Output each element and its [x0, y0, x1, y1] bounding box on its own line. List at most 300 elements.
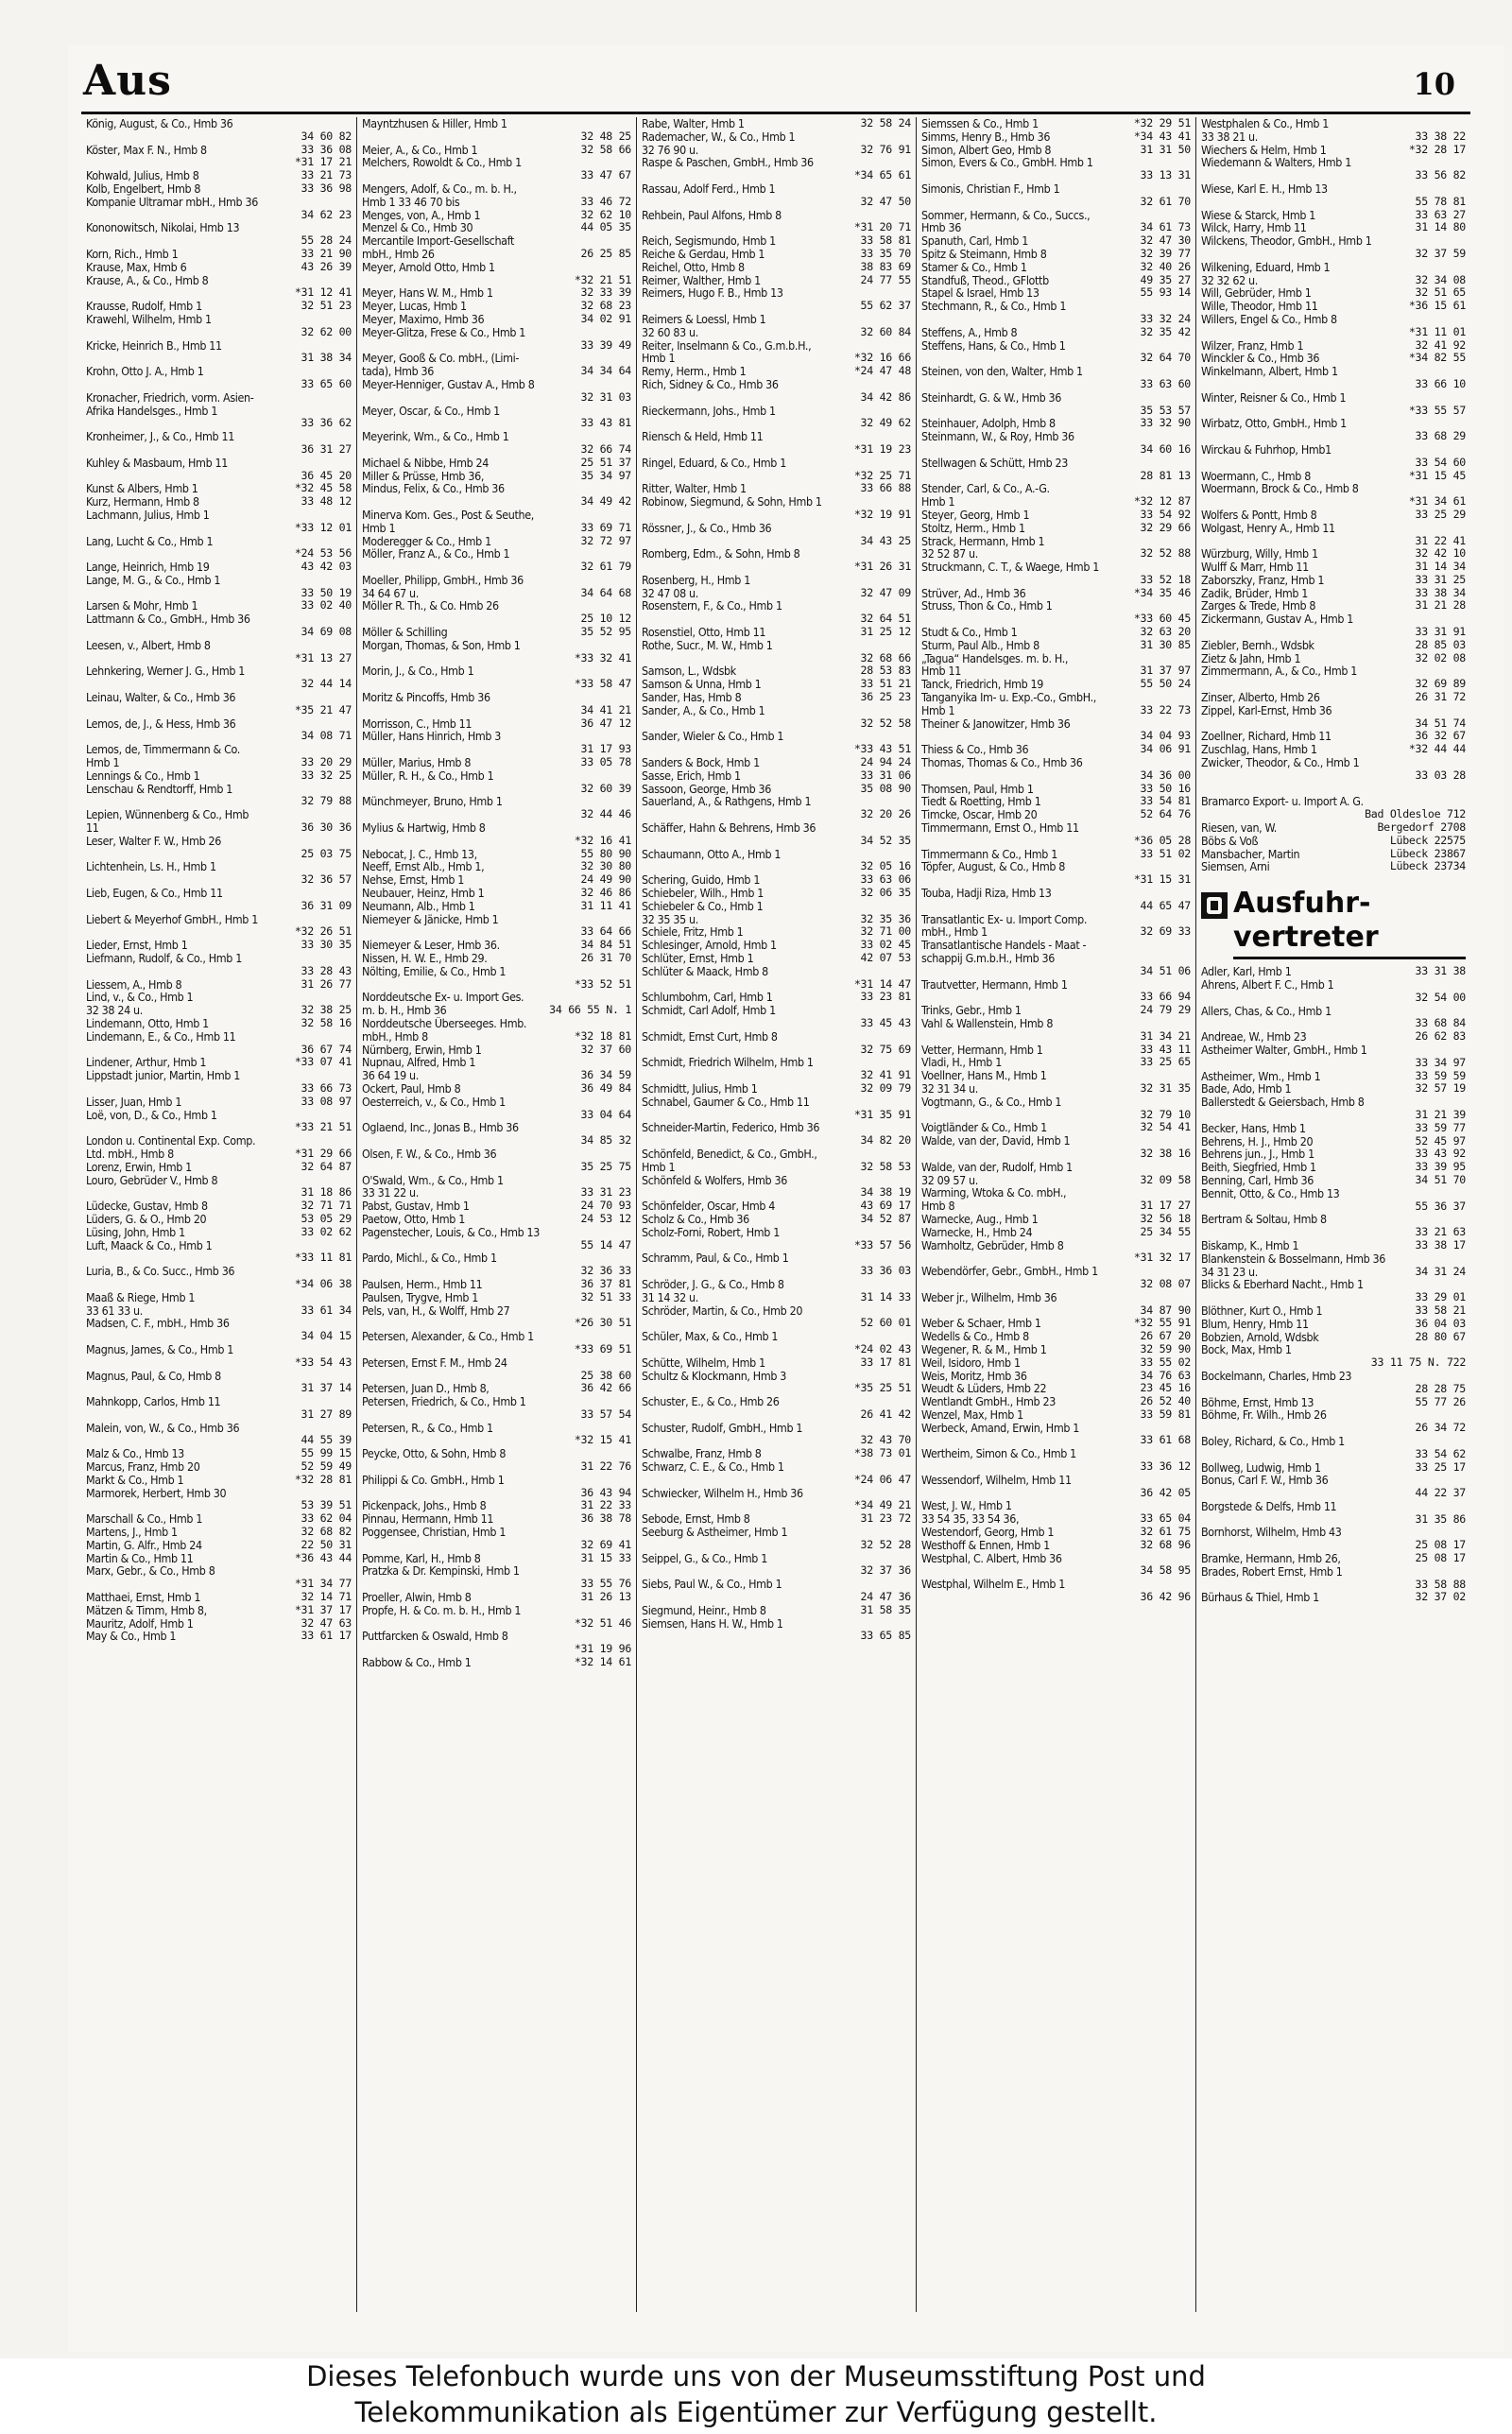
- entry-name: [1201, 1356, 1204, 1370]
- entry-name: Töpfer, August, & Co., Hmb 8: [921, 860, 1066, 874]
- phone-number: 32 51 23: [301, 300, 352, 313]
- entry-name: Schnabel, Gaumer & Co., Hmb 11: [642, 1095, 810, 1109]
- entry-name: Rabe, Walter, Hmb 1: [642, 117, 745, 130]
- directory-entry: [642, 1499, 911, 1512]
- entry-name: Melchers, Rowoldt & Co., Hmb 1: [362, 156, 522, 170]
- entry-name: [642, 1474, 644, 1487]
- directory-entry: [921, 1056, 1191, 1069]
- directory-entry: [921, 1200, 1191, 1213]
- directory-entry: [362, 1317, 631, 1330]
- entry-name: Thiess & Co., Hmb 36: [921, 743, 1029, 757]
- directory-entry: [362, 391, 631, 405]
- entry-name: [921, 313, 924, 326]
- directory-entry: [1201, 522, 1466, 535]
- directory-entry: [921, 965, 1191, 978]
- directory-entry: [86, 769, 352, 783]
- directory-entry: [86, 482, 352, 495]
- entry-name: Pinnau, Hermann, Hmb 11: [362, 1512, 494, 1527]
- entry-name: Woermann, C., Hmb 8: [1201, 469, 1311, 483]
- directory-entry: [1201, 417, 1466, 430]
- entry-name: Zietz & Jahn, Hmb 1: [1201, 651, 1301, 665]
- entry-name: [86, 547, 89, 561]
- directory-entry: [921, 274, 1191, 287]
- directory-entry: [1201, 535, 1466, 548]
- entry-name: Möller, Franz A., & Co., Hmb 1: [362, 547, 510, 561]
- phone-number: 32 14 71: [301, 1591, 352, 1604]
- directory-entry: [86, 691, 352, 704]
- phone-number: 35 52 95: [580, 626, 631, 639]
- entry-name: Steffens, A., Hmb 8: [921, 325, 1018, 339]
- phone-number: 32 09 79: [860, 1081, 911, 1095]
- entry-name: Westphalen & Co., Hmb 1: [1201, 117, 1330, 130]
- entry-name: 36 64 19 u.: [362, 1069, 419, 1082]
- directory-entry: [362, 1330, 631, 1343]
- phone-number: *32 55 91: [1133, 1317, 1191, 1330]
- directory-entry: [1201, 1343, 1466, 1356]
- directory-entry: [921, 939, 1191, 952]
- phone-number: 33 62 04: [301, 1512, 352, 1526]
- entry-name: Mercantile Import-Gesellschaft: [362, 234, 515, 248]
- entry-name: Luria, B., & Co. Succ., Hmb 36: [86, 1265, 235, 1278]
- phone-number: Lübeck 22575: [1389, 834, 1466, 847]
- entry-name: [921, 470, 924, 483]
- phone-number: 34 69 08: [301, 626, 352, 639]
- entry-name: Bollweg, Ludwig, Hmb 1: [1201, 1460, 1321, 1475]
- phone-number: 32 35 42: [1140, 325, 1191, 338]
- directory-entry: [921, 326, 1191, 339]
- directory-entry: [362, 234, 631, 248]
- entry-name: Mauritz, Adolf, Hmb 1: [86, 1616, 194, 1631]
- directory-entry: [1201, 313, 1466, 326]
- directory-entry: [642, 365, 911, 378]
- directory-entry: [642, 795, 911, 808]
- phone-number: 32 54 00: [1415, 991, 1466, 1004]
- directory-entry: [362, 1487, 631, 1500]
- directory-entry: [642, 769, 911, 783]
- phone-number: 26 34 72: [1415, 1422, 1466, 1435]
- phone-number: 43 42 03: [301, 561, 352, 574]
- directory-entry: [362, 691, 631, 704]
- entry-name: [642, 1408, 644, 1422]
- directory-entry: [921, 626, 1191, 639]
- directory-entry: [362, 1004, 631, 1017]
- entry-name: [642, 1317, 644, 1330]
- entry-name: Lange, M. G., & Co., Hmb 1: [86, 573, 221, 587]
- directory-entry: [362, 1226, 631, 1239]
- phone-number: 36 42 05: [1140, 1486, 1191, 1499]
- phone-number: *36 05 28: [1133, 834, 1191, 847]
- directory-entry: [1201, 274, 1466, 287]
- entry-name: [362, 1343, 365, 1356]
- directory-entry: [86, 274, 352, 287]
- phone-number: 35 53 57: [1140, 404, 1191, 417]
- directory-entry: [921, 221, 1191, 234]
- phone-number: 34 06 91: [1140, 743, 1191, 756]
- phone-number: 32 63 20: [1140, 626, 1191, 639]
- directory-entry: [86, 1252, 352, 1265]
- entry-name: Louro, Gebrüder V., Hmb 8: [86, 1173, 218, 1187]
- entry-name: [362, 704, 365, 717]
- phone-number: 34 61 73: [1140, 221, 1191, 234]
- directory-entry: [642, 1447, 911, 1460]
- entry-name: Blankenstein & Bosselmann, Hmb 36: [1201, 1252, 1385, 1266]
- directory-entry: [642, 848, 911, 861]
- entry-name: [921, 1278, 924, 1291]
- entry-name: [1201, 1226, 1204, 1239]
- directory-entry: [86, 196, 352, 209]
- directory-entry: [921, 795, 1191, 808]
- directory-entry: [921, 1434, 1191, 1447]
- directory-entry: [642, 1030, 911, 1044]
- directory-entry: [362, 678, 631, 691]
- entry-name: Weber jr., Wilhelm, Hmb 36: [921, 1290, 1057, 1304]
- entry-name: [362, 1370, 365, 1383]
- directory-entry: [86, 1069, 352, 1082]
- entry-name: [362, 1317, 365, 1330]
- phone-number: 33 25 65: [1140, 1056, 1191, 1069]
- directory-entry: [362, 1474, 631, 1487]
- directory-entry: [642, 717, 911, 731]
- directory-entry: [642, 613, 911, 626]
- entry-name: [362, 743, 365, 756]
- phone-number: 33 02 45: [860, 939, 911, 952]
- directory-entry: [921, 769, 1191, 783]
- phone-number: 31 17 27: [1140, 1200, 1191, 1213]
- directory-entry: [1201, 1291, 1466, 1304]
- entry-name: Simms, Henry B., Hmb 36: [921, 129, 1051, 144]
- directory-entry: [86, 1474, 352, 1487]
- entry-name: [1201, 457, 1204, 470]
- directory-entry: [362, 130, 631, 144]
- entry-name: Kohwald, Julius, Hmb 8: [86, 169, 199, 182]
- phone-number: 32 37 02: [1415, 1591, 1466, 1604]
- directory-entry: [86, 339, 352, 353]
- directory-entry: [1201, 965, 1466, 978]
- directory-entry: [642, 1044, 911, 1057]
- entry-name: [1201, 405, 1204, 418]
- entry-name: [86, 873, 89, 887]
- phone-number: 33 50 16: [1140, 782, 1191, 795]
- entry-name: Westphal, Wilhelm E., Hmb 1: [921, 1578, 1066, 1592]
- phone-number: 33 39 49: [580, 338, 631, 352]
- directory-entry: [86, 1044, 352, 1057]
- phone-number: *32 25 71: [853, 469, 911, 482]
- directory-entry: [1201, 221, 1466, 234]
- entry-name: Wentlandt GmbH., Hmb 23: [921, 1395, 1056, 1408]
- entry-name: Lange, Heinrich, Hmb 19: [86, 561, 210, 574]
- phone-number: 34 41 21: [580, 703, 631, 716]
- directory-entry: [362, 482, 631, 495]
- directory-entry: [921, 130, 1191, 144]
- phone-number: *33 58 47: [574, 678, 631, 691]
- entry-name: Malz & Co., Hmb 13: [86, 1447, 184, 1461]
- phone-number: 34 82 20: [860, 1134, 911, 1148]
- entry-name: [921, 1591, 924, 1604]
- directory-entry: [362, 313, 631, 326]
- phone-number: 34 38 19: [860, 1186, 911, 1200]
- directory-entry: [642, 430, 911, 443]
- directory-entry: [642, 482, 911, 495]
- directory-entry: [362, 769, 631, 783]
- phone-number: 28 81 13: [1140, 469, 1191, 482]
- entry-name: [86, 209, 89, 222]
- directory-entry: [1201, 196, 1466, 209]
- directory-entry: [642, 691, 911, 704]
- phone-number: 33 38 17: [1415, 1238, 1466, 1252]
- directory-entry: [1201, 599, 1466, 613]
- entry-name: [86, 1082, 89, 1096]
- directory-entry: [362, 1265, 631, 1278]
- phone-number: 32 58 53: [860, 1160, 911, 1173]
- phone-number: 32 79 88: [301, 795, 352, 808]
- entry-name: Kronheimer, J., & Co., Hmb 11: [86, 430, 234, 443]
- directory-entry: [86, 443, 352, 457]
- phone-number: *32 16 66: [853, 352, 911, 365]
- phone-number: 28 53 83: [860, 665, 911, 678]
- phone-number: *32 45 58: [294, 482, 352, 495]
- entry-name: Ockert, Paul, Hmb 8: [362, 1081, 461, 1096]
- entry-name: 32 38 24 u.: [86, 1004, 143, 1017]
- phone-number: 44 05 35: [580, 221, 631, 234]
- phone-number: *32 44 44: [1408, 743, 1466, 756]
- entry-name: Nölting, Emilie, & Co., Hmb 1: [362, 964, 507, 978]
- phone-number: 32 68 23: [580, 300, 631, 313]
- entry-name: Bennit, Otto, & Co., Hmb 13: [1201, 1186, 1340, 1200]
- entry-name: Schramm, Paul, & Co., Hmb 1: [642, 1252, 789, 1266]
- phone-number: 33 32 24: [1140, 312, 1191, 325]
- phone-number: 32 31 35: [1140, 1081, 1191, 1095]
- directory-entry: [921, 678, 1191, 691]
- phone-number: *31 34 77: [294, 1578, 352, 1591]
- entry-name: [362, 169, 365, 182]
- directory-entry: [86, 1239, 352, 1252]
- directory-entry: [1201, 1539, 1466, 1552]
- directory-entry: [86, 313, 352, 326]
- directory-entry: [642, 1121, 911, 1134]
- phone-number: 34 62 23: [301, 208, 352, 221]
- directory-entry: [86, 887, 352, 900]
- directory-entry: [642, 1174, 911, 1187]
- directory-entry: [362, 873, 631, 887]
- directory-entry: [362, 169, 631, 182]
- phone-number: 35 25 75: [580, 1160, 631, 1173]
- phone-number: 33 39 95: [1415, 1161, 1466, 1174]
- entry-name: Bramke, Hermann, Hmb 26,: [1201, 1552, 1341, 1565]
- directory-entry: [86, 365, 352, 378]
- directory-entry: [921, 952, 1191, 965]
- directory-entry: [1201, 352, 1466, 365]
- directory-entry: [362, 405, 631, 418]
- directory-entry: [86, 704, 352, 717]
- phone-number: 52 60 01: [860, 1317, 911, 1330]
- directory-entry: [1201, 1448, 1466, 1461]
- phone-number: *33 21 51: [294, 1121, 352, 1134]
- entry-name: Hmb 1: [642, 1160, 676, 1174]
- directory-entry: [921, 978, 1191, 992]
- entry-name: Timmermann & Co., Hmb 1: [921, 847, 1057, 861]
- entry-name: [362, 1460, 365, 1474]
- directory-entry: [921, 730, 1191, 743]
- directory-entry: [86, 470, 352, 483]
- entry-name: Walde, van der, Rudolf, Hmb 1: [921, 1160, 1073, 1174]
- phone-number: 33 43 92: [1415, 1148, 1466, 1161]
- entry-name: [86, 1499, 89, 1512]
- entry-name: mbH., Hmb 1: [921, 925, 988, 940]
- phone-number: 31 18 86: [301, 1186, 352, 1200]
- entry-name: Schlumbohm, Carl, Hmb 1: [642, 991, 773, 1005]
- entry-name: Magnus, James, & Co., Hmb 1: [86, 1342, 234, 1356]
- entry-name: Schering, Guido, Hmb 1: [642, 873, 761, 888]
- phone-number: 32 47 09: [860, 586, 911, 599]
- entry-name: „Tagua“ Handelsges. m. b. H.,: [921, 651, 1069, 665]
- directory-entry: [86, 939, 352, 952]
- directory-entry: [86, 639, 352, 652]
- phone-number: 32 69 89: [1415, 678, 1466, 691]
- directory-entry: [362, 717, 631, 731]
- entry-name: Samson & Unna, Hmb 1: [642, 678, 762, 692]
- entry-name: Bock, Max, Hmb 1: [1201, 1343, 1292, 1357]
- phone-number: 55 28 24: [301, 234, 352, 248]
- directory-entry: [86, 913, 352, 926]
- directory-entry: [1201, 561, 1466, 574]
- phone-number: 36 38 78: [580, 1512, 631, 1526]
- entry-name: Borgstede & Delfs, Hmb 11: [1201, 1499, 1337, 1513]
- entry-name: Zarges & Trede, Hmb 8: [1201, 599, 1316, 613]
- directory-entry: [86, 130, 352, 144]
- phone-number: 33 22 73: [1140, 703, 1191, 716]
- entry-name: 32 52 87 u.: [921, 547, 978, 561]
- directory-entry: [642, 156, 911, 169]
- phone-number: 32 51 33: [580, 1290, 631, 1303]
- entry-name: [1201, 248, 1204, 261]
- entry-name: [642, 1499, 644, 1512]
- directory-entry: [921, 821, 1191, 835]
- directory-entry: [1201, 992, 1466, 1005]
- entry-name: May & Co., Hmb 1: [86, 1630, 177, 1644]
- directory-entry: [86, 209, 352, 222]
- entry-name: Struss, Thon & Co., Hmb 1: [921, 599, 1053, 613]
- entry-name: Sommer, Hermann, & Co., Succs.,: [921, 208, 1091, 222]
- phone-number: 36 45 20: [301, 469, 352, 482]
- entry-name: Schröder, J. G., & Co., Hmb 8: [642, 1277, 784, 1291]
- phone-number: *33 07 41: [294, 1056, 352, 1069]
- directory-entry: [642, 1291, 911, 1304]
- phone-number: 33 20 29: [301, 756, 352, 769]
- phone-number: *24 02 43: [853, 1342, 911, 1355]
- entry-name: Weber & Schaer, Hmb 1: [921, 1317, 1041, 1331]
- entry-name: Hmb 8: [921, 1200, 955, 1213]
- directory-entry: [1201, 704, 1466, 717]
- directory-entry: [1201, 1331, 1466, 1344]
- entry-name: Schwalbe, Franz, Hmb 8: [642, 1447, 762, 1461]
- directory-entry: [86, 1330, 352, 1343]
- phone-number: 32 68 82: [301, 1526, 352, 1539]
- directory-entry: [642, 144, 911, 157]
- directory-entry: [921, 1044, 1191, 1057]
- phone-number: 32 02 08: [1415, 651, 1466, 665]
- directory-entry: [86, 1304, 352, 1318]
- entry-name: Rabbow & Co., Hmb 1: [362, 1656, 472, 1669]
- directory-entry: [642, 234, 911, 248]
- directory-entry: [642, 939, 911, 952]
- entry-name: 33 31 22 u.: [362, 1186, 419, 1200]
- directory-entry: [642, 196, 911, 209]
- entry-name: Müller, Hans Hinrich, Hmb 3: [362, 730, 502, 744]
- phone-number: 33 66 94: [1140, 991, 1191, 1004]
- entry-name: [642, 835, 644, 848]
- directory-entry: [921, 561, 1191, 574]
- directory-entry: [642, 743, 911, 756]
- entry-name: Voellner, Hans M., Hmb 1: [921, 1069, 1047, 1082]
- phone-number: 33 47 67: [580, 169, 631, 182]
- section-title-line1: Ausfuhr-: [1233, 887, 1371, 921]
- entry-name: [86, 378, 89, 391]
- directory-entry: [362, 783, 631, 796]
- entry-name: [1201, 1448, 1204, 1461]
- entry-name: Kurz, Hermann, Hmb 8: [86, 495, 199, 509]
- entry-name: Sebode, Ernst, Hmb 8: [642, 1512, 750, 1527]
- phone-number: 34 51 06: [1140, 964, 1191, 977]
- directory-entry: [86, 925, 352, 939]
- phone-number: 31 14 33: [860, 1290, 911, 1303]
- directory-entry: [1201, 1057, 1466, 1070]
- directory-entry: [642, 574, 911, 587]
- phone-number: 35 08 90: [860, 782, 911, 795]
- telephone-icon: [1201, 892, 1228, 919]
- directory-entry: [642, 300, 911, 313]
- directory-entry: [86, 1591, 352, 1604]
- phone-number: 31 30 85: [1140, 638, 1191, 651]
- directory-entry: [642, 873, 911, 887]
- phone-number: 53 39 51: [301, 1499, 352, 1512]
- entry-name: Wenzel, Max, Hmb 1: [921, 1407, 1023, 1422]
- top-rule: [81, 112, 1470, 114]
- directory-entry: [642, 1512, 911, 1526]
- phone-number: 32 36 33: [580, 1265, 631, 1278]
- directory-entry: [1201, 1044, 1466, 1057]
- entry-name: Meier, A., & Co., Hmb 1: [362, 143, 478, 157]
- entry-name: [362, 1643, 365, 1656]
- directory-entry: [86, 1096, 352, 1109]
- directory-entry: [642, 599, 911, 613]
- directory-entry: [362, 1578, 631, 1591]
- phone-number: 38 83 69: [860, 260, 911, 273]
- entry-name: [921, 613, 924, 626]
- directory-entry: [921, 391, 1191, 405]
- entry-name: [1201, 769, 1204, 783]
- phone-number: 34 64 68: [580, 586, 631, 599]
- directory-entry: [921, 574, 1191, 587]
- phone-number: Lübeck 23734: [1389, 860, 1466, 873]
- entry-name: Möller R. Th., & Co. Hmb 26: [362, 599, 499, 613]
- entry-name: Seippel, G., & Co., Hmb 1: [642, 1551, 767, 1565]
- phone-number: 36 30 36: [301, 821, 352, 835]
- entry-name: Schmidt, Ernst Curt, Hmb 8: [642, 1029, 778, 1044]
- entry-name: [642, 417, 644, 430]
- directory-entry: [1201, 470, 1466, 483]
- phone-number: 32 61 70: [1140, 195, 1191, 208]
- section-title-underline: [1233, 957, 1466, 959]
- entry-name: [921, 405, 924, 418]
- directory-entry: [1201, 234, 1466, 248]
- directory-entry: [86, 1226, 352, 1239]
- entry-name: Lindener, Arthur, Hmb 1: [86, 1056, 207, 1070]
- entry-name: [921, 1434, 924, 1447]
- entry-name: Meyer-Henniger, Gustav A., Hmb 8: [362, 377, 535, 391]
- entry-name: Zoellner, Richard, Hmb 11: [1201, 730, 1332, 744]
- phone-number: 32 75 69: [860, 1043, 911, 1056]
- phone-number: 32 44 46: [580, 808, 631, 821]
